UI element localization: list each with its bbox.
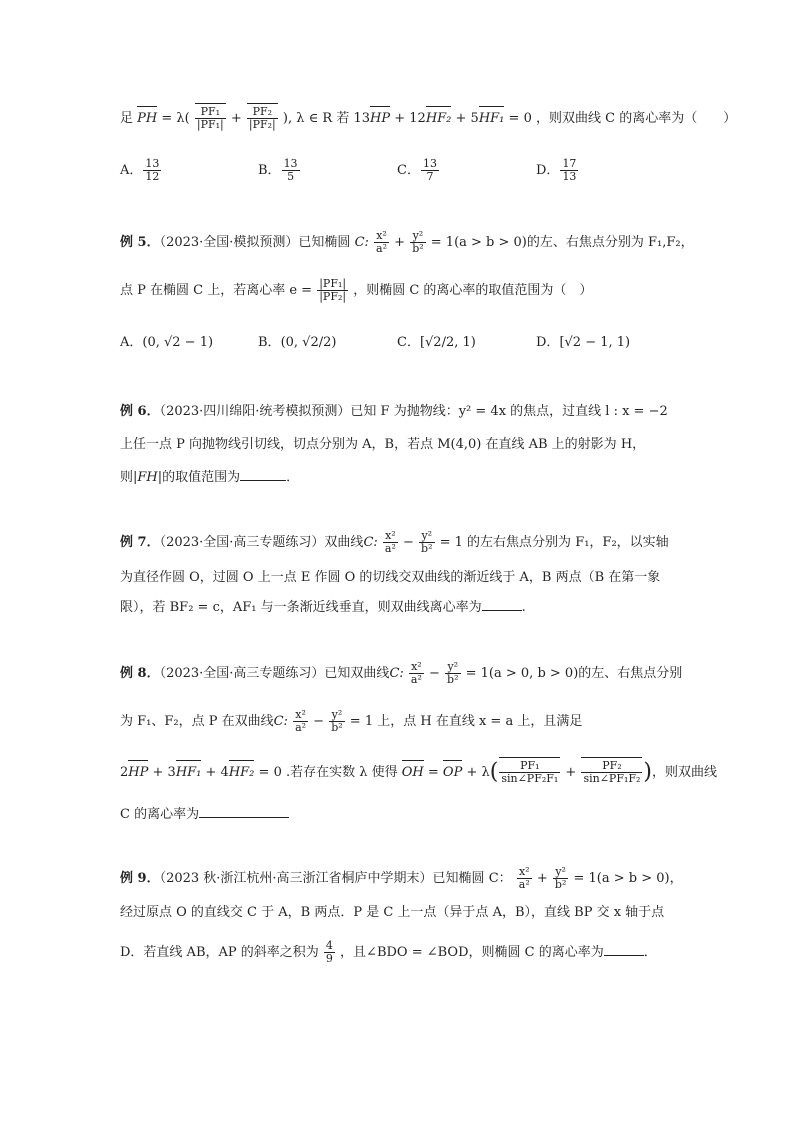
example-label: 例 7．	[120, 535, 160, 550]
answer-blank[interactable]	[604, 943, 644, 956]
ex8-line4: C 的离心率为	[120, 805, 289, 825]
ex5-line1: 例 5．（2023·全国·模拟预测）已知椭圆 C: $\frac{\text{x²}}{\text{a²}}$ + $\frac{\text{y²}}{\text{b²}}$ = 1(a > b > 0)的左、右焦点分别为 F₁,F₂，	[120, 229, 694, 255]
q4-condition-line: 足 PH = λ( $\frac{\text{PF₁}}{\text{|PF₁|}}$ + $\frac{\text{PF₂}}{\text{|PF₂|}}$ ), λ ∈ R 若 13HP + 12HF₂ + 5HF₁ = 0 ，则双曲线 C 的离心率为（ ）	[120, 105, 737, 131]
answer-blank[interactable]	[482, 598, 522, 611]
ex8-line3: 2HP + 3HF₁ + 4HF₂ = 0 .若存在实数 λ 使得 OH = OP + λ( $\frac{\text{PF₁}}{\text{sin∠PF₂F₁}}$ + $\frac{\text{PF₂}}{\text{sin∠PF₁F₂}}$ )，则双曲线	[120, 759, 718, 785]
ex5-option-d[interactable]: D．[√2 − 1, 1)	[536, 335, 631, 350]
ex6-line2: 上任一点 P 向抛物线引切线，切点分别为 A，B，若点 M(4,0) 在直线 AB 上的射影为 H，	[120, 437, 646, 452]
answer-blank[interactable]	[240, 468, 286, 481]
ex7-line1: 例 7．（2023·全国·高三专题练习）双曲线C: $\frac{\text{x²}}{\text{a²}}$ − $\frac{\text{y²}}{\text{b²}}$ = 1 的左右焦点分别为 F₁，F₂，以实轴	[120, 529, 669, 555]
ex9-line2: 经过原点 O 的直线交 C 于 A，B 两点．P 是 C 上一点（异于点 A，B），直线 BP 交 x 轴于点	[120, 905, 665, 920]
example-label: 例 9．	[120, 871, 160, 886]
q4-option-b[interactable]: B． $\frac{13}{5}$	[258, 157, 298, 183]
ex8-line2: 为 F₁、F₂，点 P 在双曲线C: $\frac{\text{x²}}{\text{a²}}$ − $\frac{\text{y²}}{\text{b²}}$ = 1 上，点 H 在直线 x = a 上，且满足	[120, 708, 583, 734]
ex5-option-b[interactable]: B．(0, √2/2)	[258, 335, 337, 350]
ex9-line1: 例 9．（2023 秋·浙江杭州·高三浙江省桐庐中学期末）已知椭圆 C： $\frac{\text{x²}}{\text{a²}}$ + $\frac{\text{y²}}{\text{b²}}$ = 1(a > b > 0)，	[120, 865, 683, 891]
ex6-line3: 则|FH|的取值范围为 ．	[120, 470, 300, 485]
example-label: 例 6．	[120, 404, 160, 419]
ex5-line2: 点 P 在椭圆 C 上，若离心率 e = $\frac{\text{|PF₁|}}{\text{|PF₂|}}$ ，则椭圆 C 的离心率的取值范围为（ ）	[120, 277, 593, 303]
q4-option-a[interactable]: A． $\frac{13}{12}$	[120, 157, 160, 183]
ex7-line3: 限），若 BF₂ = c，AF₁ 与一条渐近线垂直，则双曲线离心率为 .	[120, 600, 526, 615]
q4-option-d[interactable]: D． $\frac{17}{13}$	[536, 157, 577, 183]
ex6-line1: 例 6．（2023·四川绵阳·统考模拟预测）已知 F 为抛物线：y² = 4x 的焦点，过直线 l : x = −2	[120, 404, 668, 419]
answer-blank[interactable]	[199, 805, 289, 818]
ex5-option-c[interactable]: C．[√2/2, 1)	[397, 335, 476, 350]
ex5-option-a[interactable]: A．(0, √2 − 1)	[120, 335, 214, 350]
ex8-line1: 例 8．（2023·全国·高三专题练习）已知双曲线C: $\frac{\text{x²}}{\text{a²}}$ − $\frac{\text{y²}}{\text{b²}}$ = 1(a > 0, b > 0)的左、右焦点分别	[120, 660, 683, 686]
ex7-line2: 为直径作圆 O，过圆 O 上一点 E 作圆 O 的切线交双曲线的渐近线于 A，B 两点（B 在第一象	[120, 570, 661, 585]
example-label: 例 5．	[120, 235, 160, 250]
q4-option-c[interactable]: C． $\frac{13}{7}$	[397, 157, 437, 183]
ex9-line3: D．若直线 AB，AP 的斜率之积为 $\frac{4}{9}$ ，且∠BDO = ∠BOD，则椭圆 C 的离心率为 ．	[120, 939, 657, 965]
example-label: 例 8．	[120, 666, 160, 681]
vector-PH: PH	[137, 109, 157, 129]
